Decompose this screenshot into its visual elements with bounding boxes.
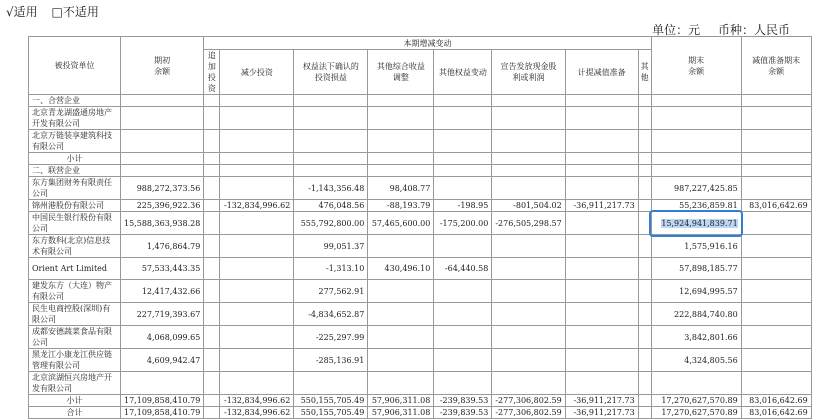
value-cell (741, 235, 811, 258)
value-cell (565, 212, 638, 235)
cell-value: 17,109,858,410.79 (124, 396, 201, 405)
investee-name: 合计 (29, 407, 121, 419)
cell-value: 15,588,363,938.28 (124, 218, 201, 228)
value-cell (741, 326, 811, 349)
not-applicable-option[interactable]: □不适用 (51, 5, 99, 19)
unit-label: 单位：元 (652, 23, 701, 37)
value-cell (638, 235, 651, 258)
cell-value: 12,417,432.66 (141, 286, 201, 296)
value-cell (220, 130, 294, 153)
col-header-opening: 期初 余额 (121, 37, 204, 95)
cell-value: 4,609,942.47 (146, 355, 201, 365)
value-cell (121, 212, 204, 235)
value-cell (204, 212, 220, 235)
value-cell (492, 280, 565, 303)
value-cell (121, 235, 204, 258)
table-row (29, 349, 812, 372)
col-header-other: 其 他 (638, 50, 651, 95)
value-cell (741, 130, 811, 153)
value-cell (121, 153, 204, 165)
cell-value: -801,504.02 (513, 201, 562, 210)
col-header-impair-closing: 减值准备期末 余额 (741, 37, 811, 95)
table-row (29, 200, 812, 212)
value-cell (220, 349, 294, 372)
cell-value: 15,924,941,839.71 (661, 218, 738, 228)
value-cell (741, 303, 811, 326)
value-cell (220, 372, 294, 395)
value-cell (565, 303, 638, 326)
value-cell (651, 407, 741, 419)
investee-name: 民生电商控股(深圳)有限公司 (29, 303, 121, 326)
table-row (29, 235, 812, 258)
value-cell (220, 407, 294, 419)
cell-value: 83,016,642.69 (749, 396, 808, 405)
value-cell (121, 326, 204, 349)
cell-value: 227,719,393.67 (136, 309, 201, 319)
cell-value: -36,911,217.73 (573, 396, 635, 405)
value-cell (638, 212, 651, 235)
cell-value: 430,496.10 (384, 264, 431, 273)
cell-value: 17,109,858,410.79 (124, 408, 201, 417)
value-cell (434, 395, 492, 407)
value-cell (492, 107, 565, 130)
value-cell (294, 258, 368, 280)
value-cell (492, 395, 565, 407)
value-cell (220, 200, 294, 212)
value-cell (492, 326, 565, 349)
value-cell (368, 280, 434, 303)
investee-name: 二、联营企业 (29, 165, 121, 177)
empty-cell (565, 95, 638, 107)
value-cell (492, 212, 565, 235)
empty-cell (492, 95, 565, 107)
value-cell (294, 200, 368, 212)
value-cell (651, 130, 741, 153)
value-cell (651, 200, 741, 212)
value-cell (368, 107, 434, 130)
applicability-options (6, 3, 109, 20)
value-cell (741, 280, 811, 303)
value-cell (638, 395, 651, 407)
cell-value: 99,051.37 (323, 241, 365, 251)
value-cell (492, 200, 565, 212)
value-cell (121, 395, 204, 407)
cell-value: -1,313.10 (326, 264, 365, 273)
value-cell (368, 349, 434, 372)
cell-value: 17,270,627,570.89 (661, 408, 738, 417)
cell-value: -132,834,996.62 (224, 396, 291, 405)
cell-value: 17,270,627,570.89 (661, 396, 738, 405)
empty-cell (220, 165, 294, 177)
value-cell (565, 153, 638, 165)
value-cell (434, 372, 492, 395)
value-cell (220, 107, 294, 130)
table-body (29, 95, 812, 419)
investee-name: 东方数科(北京)信息技术有限公司 (29, 235, 121, 258)
value-cell (741, 107, 811, 130)
value-cell (638, 177, 651, 200)
value-cell (565, 349, 638, 372)
value-cell (368, 177, 434, 200)
empty-cell (651, 95, 741, 107)
value-cell (638, 280, 651, 303)
empty-cell (294, 165, 368, 177)
value-cell (492, 407, 565, 419)
value-cell (741, 407, 811, 419)
cell-value: 476,048.56 (318, 201, 365, 210)
cell-value: 4,068,099.65 (146, 332, 201, 342)
cell-value: -1,143,356.48 (308, 183, 365, 193)
col-header-other-equity: 其他权益变动 (434, 50, 492, 95)
empty-cell (565, 165, 638, 177)
col-header-investee: 被投资单位 (29, 37, 121, 95)
empty-cell (638, 95, 651, 107)
value-cell (565, 280, 638, 303)
cell-value: -198.95 (457, 201, 489, 210)
value-cell (220, 395, 294, 407)
table-row (29, 212, 812, 235)
value-cell (638, 407, 651, 419)
value-cell (492, 258, 565, 280)
value-cell (368, 130, 434, 153)
investee-name: 中国民生银行股份有限公司 (29, 212, 121, 235)
value-cell (565, 258, 638, 280)
value-cell (294, 395, 368, 407)
table-row (29, 107, 812, 130)
value-cell (368, 212, 434, 235)
cell-value: 555,792,800.00 (300, 218, 365, 228)
value-cell (651, 326, 741, 349)
empty-cell (434, 95, 492, 107)
col-header-oci: 其他综合收益 调整 (368, 50, 434, 95)
empty-cell (651, 165, 741, 177)
table-row (29, 326, 812, 349)
value-cell (121, 407, 204, 419)
cell-value: 4,324,805.56 (684, 355, 738, 365)
value-cell (565, 177, 638, 200)
cell-value: 57,898,185.77 (679, 264, 738, 273)
value-cell (741, 212, 811, 235)
value-cell (492, 153, 565, 165)
table-row (29, 280, 812, 303)
value-cell (368, 200, 434, 212)
table-row (29, 130, 812, 153)
cell-value: -175,200.00 (439, 218, 489, 228)
investee-name: 一、合营企业 (29, 95, 121, 107)
cell-value: 550,155,705.49 (300, 408, 365, 417)
value-cell (741, 349, 811, 372)
value-cell (204, 177, 220, 200)
investee-name: 黑龙江小康龙江供应链管理有限公司 (29, 349, 121, 372)
value-cell (651, 258, 741, 280)
value-cell (434, 130, 492, 153)
value-cell (294, 280, 368, 303)
value-cell (294, 372, 368, 395)
value-cell (651, 153, 741, 165)
value-cell (121, 280, 204, 303)
value-cell (638, 258, 651, 280)
cell-value: 225,396,922.36 (136, 201, 201, 210)
value-cell (204, 303, 220, 326)
value-cell (294, 130, 368, 153)
value-cell (638, 153, 651, 165)
empty-cell (204, 95, 220, 107)
subtotal-row (29, 153, 812, 165)
selected-value-cell[interactable] (651, 212, 741, 235)
table-row (29, 303, 812, 326)
investee-name: 东方集团财务有限责任公司 (29, 177, 121, 200)
value-cell (638, 326, 651, 349)
value-cell (368, 235, 434, 258)
cell-value: 57,906,311.08 (371, 408, 431, 417)
value-cell (565, 130, 638, 153)
value-cell (204, 130, 220, 153)
subtotal-row (29, 395, 812, 407)
value-cell (368, 153, 434, 165)
cell-value: -239,839.53 (439, 408, 489, 417)
value-cell (638, 200, 651, 212)
value-cell (204, 395, 220, 407)
col-header-closing: 期末 余额 (651, 37, 741, 95)
value-cell (121, 372, 204, 395)
cell-value: 1,476,864.79 (146, 241, 201, 251)
applicable-option[interactable]: √适用 (6, 5, 38, 19)
value-cell (651, 177, 741, 200)
value-cell (638, 372, 651, 395)
value-cell (220, 153, 294, 165)
value-cell (434, 326, 492, 349)
value-cell (204, 153, 220, 165)
value-cell (204, 372, 220, 395)
col-header-dividend: 宣告发放现金股 利或利润 (492, 50, 565, 95)
investee-name: 北京滨湖恒兴房地产开发有限公司 (29, 372, 121, 395)
value-cell (434, 235, 492, 258)
value-cell (651, 349, 741, 372)
value-cell (565, 372, 638, 395)
section-row (29, 165, 812, 177)
empty-cell (220, 95, 294, 107)
cell-value: -225,297.99 (315, 332, 365, 342)
value-cell (294, 407, 368, 419)
cell-value: -285,136.91 (315, 355, 365, 365)
value-cell (492, 372, 565, 395)
subtotal-row (29, 407, 812, 419)
value-cell (204, 235, 220, 258)
value-cell (220, 235, 294, 258)
value-cell (565, 407, 638, 419)
investee-name: 小计 (29, 395, 121, 407)
empty-cell (121, 95, 204, 107)
value-cell (741, 258, 811, 280)
value-cell (220, 177, 294, 200)
empty-cell (204, 165, 220, 177)
cell-value: 277,562.91 (318, 286, 365, 296)
cell-value: -277,306,802.59 (495, 396, 562, 405)
value-cell (368, 326, 434, 349)
value-cell (434, 200, 492, 212)
investment-table (28, 36, 812, 419)
value-cell (204, 200, 220, 212)
value-cell (294, 235, 368, 258)
value-cell (434, 177, 492, 200)
empty-cell (368, 165, 434, 177)
value-cell (204, 407, 220, 419)
value-cell (651, 395, 741, 407)
value-cell (204, 326, 220, 349)
value-cell (492, 177, 565, 200)
value-cell (651, 107, 741, 130)
cell-value: -4,834,652.87 (308, 309, 365, 319)
empty-cell (638, 165, 651, 177)
investee-name: 北京青龙湖盛通房地产开发有限公司 (29, 107, 121, 130)
value-cell (368, 303, 434, 326)
table-row (29, 258, 812, 280)
value-cell (741, 153, 811, 165)
value-cell (204, 349, 220, 372)
col-header-add-invest: 追加投资 (204, 50, 220, 95)
value-cell (434, 349, 492, 372)
value-cell (638, 349, 651, 372)
value-cell (204, 107, 220, 130)
value-cell (565, 235, 638, 258)
value-cell (434, 212, 492, 235)
value-cell (220, 280, 294, 303)
cell-value: 988,272,373.56 (136, 183, 201, 193)
value-cell (565, 107, 638, 130)
table-row (29, 177, 812, 200)
cell-value: -88,193.79 (386, 201, 431, 210)
value-cell (294, 326, 368, 349)
cell-value: 1,575,916.16 (684, 241, 738, 251)
value-cell (294, 177, 368, 200)
empty-cell (741, 165, 811, 177)
cell-value: 55,236,859.81 (679, 201, 738, 210)
cell-value: 83,016,642.69 (749, 408, 808, 417)
value-cell (651, 235, 741, 258)
cell-value: -239,839.53 (439, 396, 489, 405)
value-cell (121, 107, 204, 130)
value-cell (220, 303, 294, 326)
cell-value: 550,155,705.49 (300, 396, 365, 405)
value-cell (492, 349, 565, 372)
col-header-equity-gain: 权益法下确认的 投资损益 (294, 50, 368, 95)
value-cell (121, 130, 204, 153)
value-cell (220, 212, 294, 235)
value-cell (434, 153, 492, 165)
cell-value: -64,440.58 (444, 264, 489, 273)
cell-value: 57,533,443.35 (141, 264, 201, 273)
value-cell (638, 303, 651, 326)
value-cell (434, 107, 492, 130)
value-cell (741, 200, 811, 212)
cell-value: 987,227,425.85 (674, 183, 738, 193)
value-cell (434, 407, 492, 419)
investee-name: 锦州港股份有限公司 (29, 200, 121, 212)
value-cell (294, 212, 368, 235)
value-cell (741, 395, 811, 407)
value-cell (121, 258, 204, 280)
value-cell (741, 177, 811, 200)
empty-cell (294, 95, 368, 107)
value-cell (651, 372, 741, 395)
value-cell (121, 303, 204, 326)
value-cell (121, 177, 204, 200)
value-cell (204, 258, 220, 280)
value-cell (651, 303, 741, 326)
cell-value: -132,834,996.62 (224, 408, 291, 417)
cell-value: 3,842,801.66 (684, 332, 738, 342)
cell-value: 12,694,995.57 (679, 286, 738, 296)
value-cell (121, 200, 204, 212)
cell-value: 83,016,642.69 (749, 201, 808, 210)
value-cell (651, 280, 741, 303)
value-cell (204, 280, 220, 303)
empty-cell (368, 95, 434, 107)
section-row (29, 95, 812, 107)
value-cell (220, 258, 294, 280)
value-cell (434, 258, 492, 280)
value-cell (121, 349, 204, 372)
cell-value: -276,505,298.57 (495, 218, 562, 228)
cell-value: 57,906,311.08 (371, 396, 431, 405)
cell-value: -277,306,802.59 (495, 408, 562, 417)
value-cell (638, 107, 651, 130)
cell-value: -132,834,996.62 (224, 201, 291, 210)
empty-cell (741, 95, 811, 107)
value-cell (294, 107, 368, 130)
value-cell (368, 395, 434, 407)
value-cell (565, 326, 638, 349)
investee-name: Orient Art Limited (29, 258, 121, 280)
investee-name: 北京万链装享建筑科技有限公司 (29, 130, 121, 153)
value-cell (492, 130, 565, 153)
value-cell (368, 407, 434, 419)
value-cell (294, 349, 368, 372)
cell-value: -36,911,217.73 (573, 201, 635, 210)
value-cell (434, 303, 492, 326)
investee-name: 成都安德蔬菜食品有限公司 (29, 326, 121, 349)
value-cell (220, 326, 294, 349)
cell-value: -36,911,217.73 (573, 408, 635, 417)
empty-cell (434, 165, 492, 177)
value-cell (492, 303, 565, 326)
value-cell (638, 130, 651, 153)
value-cell (565, 395, 638, 407)
investee-name: 小计 (29, 153, 121, 165)
table-row (29, 372, 812, 395)
investee-name: 建发东方（大连）物产有限公司 (29, 280, 121, 303)
col-header-reduce-invest: 减少投资 (220, 50, 294, 95)
value-cell (368, 258, 434, 280)
empty-cell (121, 165, 204, 177)
value-cell (434, 280, 492, 303)
currency-label: 币种：人民币 (717, 23, 790, 37)
cell-value: 57,465,600.00 (371, 218, 431, 228)
cell-value: 222,884,740.80 (674, 309, 738, 319)
value-cell (741, 372, 811, 395)
cell-value: 98,408.77 (389, 183, 431, 193)
value-cell (565, 200, 638, 212)
col-header-impairment: 计提减值准备 (565, 50, 638, 95)
value-cell (294, 303, 368, 326)
value-cell (368, 372, 434, 395)
value-cell (492, 235, 565, 258)
empty-cell (492, 165, 565, 177)
col-header-period-change: 本期增减变动 (204, 37, 651, 50)
value-cell (294, 153, 368, 165)
